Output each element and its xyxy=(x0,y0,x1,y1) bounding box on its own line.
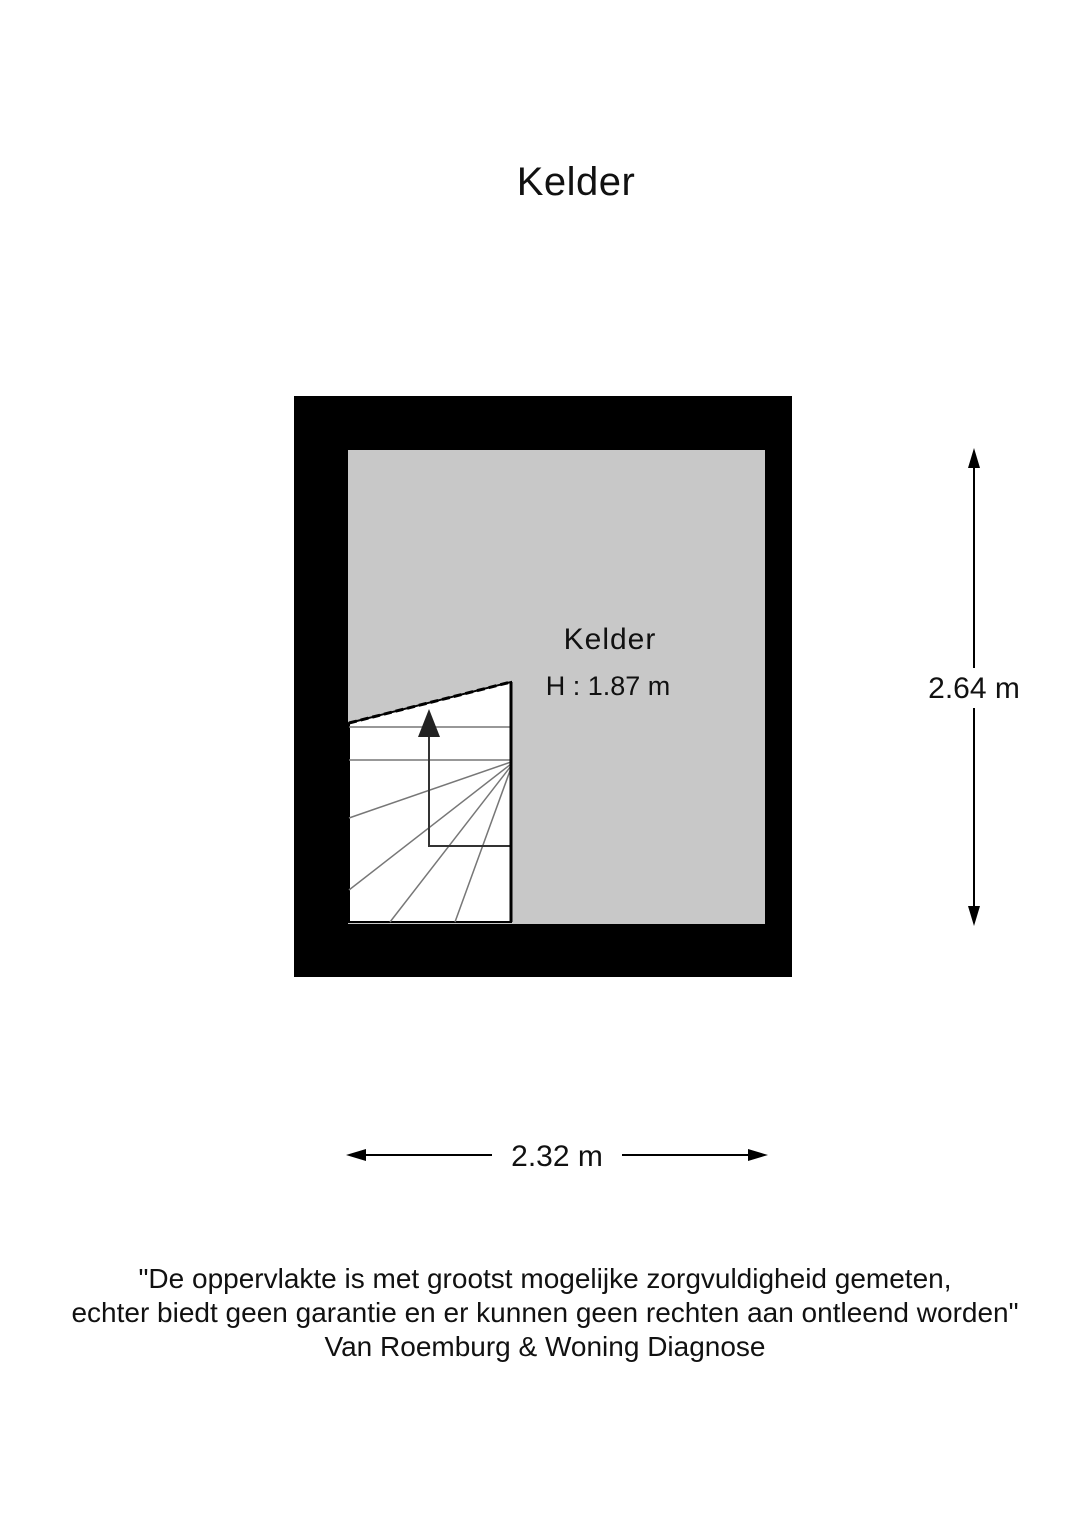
arrow-right-icon xyxy=(748,1149,768,1161)
disclaimer-credit: Van Roemburg & Woning Diagnose xyxy=(324,1331,766,1362)
height-dimension xyxy=(928,448,1020,926)
room-name: Kelder xyxy=(563,623,657,656)
width-dimension-label: 2.32 m xyxy=(511,1140,603,1173)
disclaimer-line: echter biedt geen garantie en er kunnen geen rechten aan ontleend worden" xyxy=(71,1297,1019,1328)
staircase xyxy=(349,682,511,922)
width-dimension xyxy=(346,1140,768,1173)
floor-title: Kelder xyxy=(516,160,636,204)
arrow-up-icon xyxy=(968,448,980,468)
arrow-left-icon xyxy=(346,1149,366,1161)
arrow-down-icon xyxy=(968,906,980,926)
height-dimension-label: 2.64 m xyxy=(928,672,1020,705)
disclaimer xyxy=(0,1262,1080,1364)
room-height: H : 1.87 m xyxy=(545,671,671,701)
disclaimer-line: "De oppervlakte is met grootst mogelijke zorgvuldigheid gemeten, xyxy=(138,1263,952,1294)
